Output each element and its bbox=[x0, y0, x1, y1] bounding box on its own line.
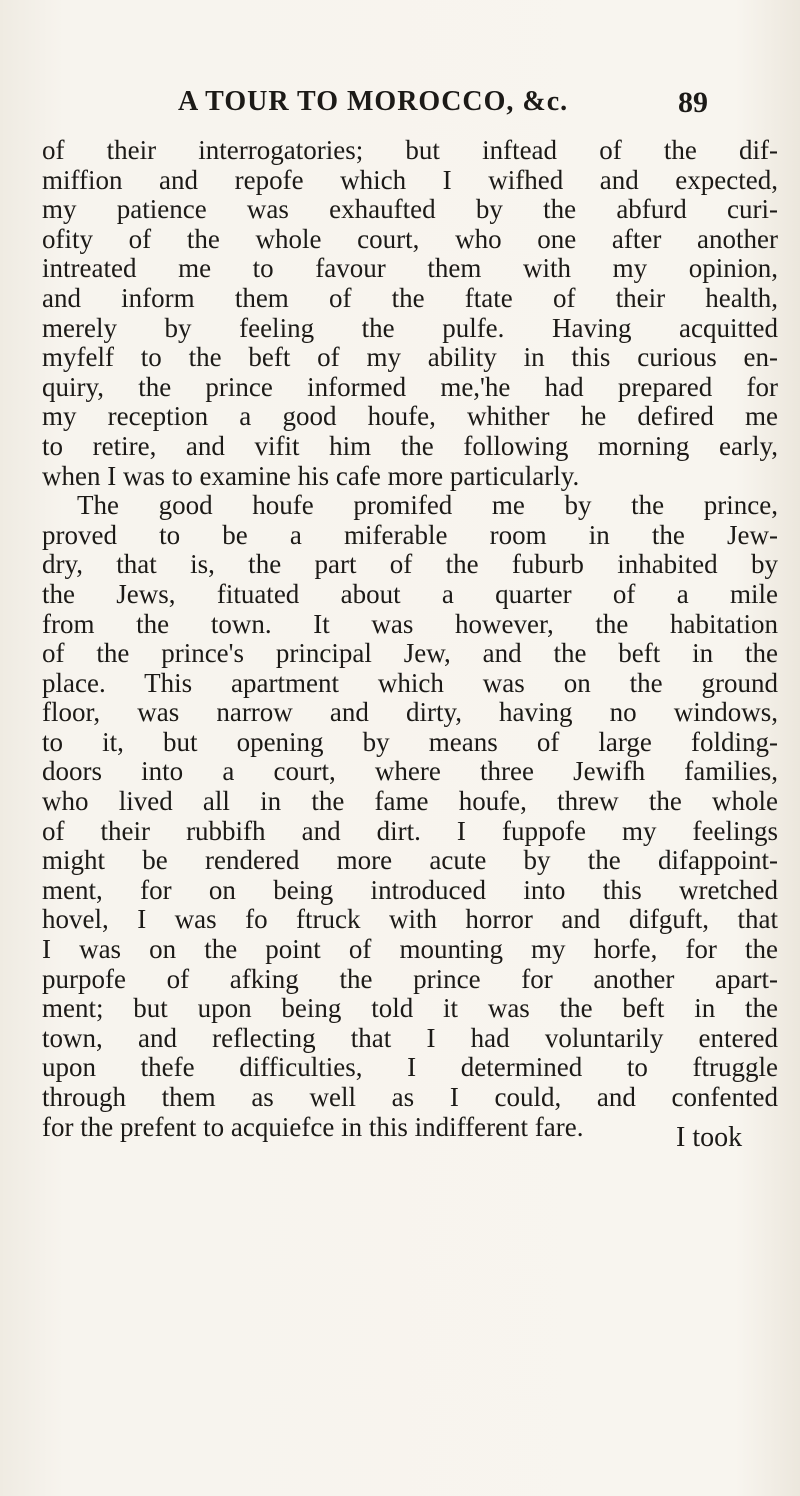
text-line: ment; but upon being told it was the beft in the bbox=[42, 994, 778, 1024]
text-line: through them as well as I could, and confented bbox=[42, 1083, 778, 1112]
paragraph-first-line: The good houfe promifed me by the prince, bbox=[77, 491, 778, 521]
text-line: intreated me to favour them with my opinion, bbox=[42, 254, 778, 284]
text-line: miffion and repofe which I wifhed and expected, bbox=[42, 165, 778, 195]
text-line: of their rubbifh and dirt. I fuppofe my feelings bbox=[42, 816, 778, 846]
text-line: proved to be a miferable room in the Jew- bbox=[42, 520, 778, 550]
text-line: hovel, I was fo ftruck with horror and difguft, that bbox=[42, 905, 778, 935]
text-line: I was on the point of mounting my horfe, for the bbox=[42, 935, 778, 965]
text-line: ment, for on being introduced into this wretched bbox=[42, 875, 778, 905]
text-line: ofity of the whole court, who one after another bbox=[42, 224, 778, 254]
text-line: the Jews, fituated about a quarter of a mile bbox=[42, 579, 778, 609]
text-line: to retire, and vifit him the following morning early, bbox=[42, 431, 778, 461]
text-line: my reception a good houfe, whither he defired me bbox=[42, 402, 778, 432]
text-line: purpofe of afking the prince for another apart- bbox=[42, 964, 778, 994]
text-line: dry, that is, the part of the fuburb inhabited by bbox=[42, 550, 778, 580]
text-line: my patience was exhaufted by the abfurd curi- bbox=[42, 195, 778, 225]
text-line: for the prefent to acquiefce in this indifferent fare. bbox=[42, 1112, 584, 1142]
text-line: and inform them of the ftate of their health, bbox=[42, 283, 778, 313]
text-line: of their interrogatories; but inftead of the dif- bbox=[42, 136, 778, 165]
catchword: I took bbox=[676, 1122, 743, 1153]
text-line: floor, was narrow and dirty, having no windows, bbox=[42, 698, 778, 728]
running-head-title: A TOUR TO MOROCCO, &c. bbox=[178, 86, 569, 117]
text-line: when I was to examine his cafe more particularly. bbox=[42, 461, 580, 491]
text-line: who lived all in the fame houfe, threw the whole bbox=[42, 787, 778, 817]
page-number: 89 bbox=[678, 86, 708, 119]
text-line: doors into a court, where three Jewifh families, bbox=[42, 757, 778, 787]
text-line: from the town. It was however, the habitation bbox=[42, 609, 778, 639]
text-line: of the prince's principal Jew, and the beft in the bbox=[42, 639, 778, 669]
body-text bbox=[42, 136, 778, 1142]
text-line: might be rendered more acute by the difappoint- bbox=[42, 846, 778, 876]
text-line: quiry, the prince informed me,'he had prepared for bbox=[42, 372, 778, 402]
text-line: myfelf to the beft of my ability in this curious en- bbox=[42, 343, 778, 373]
text-line: town, and reflecting that I had voluntarily entered bbox=[42, 1023, 778, 1053]
running-head bbox=[178, 86, 708, 126]
text-line: upon thefe difficulties, I determined to ftruggle bbox=[42, 1053, 778, 1083]
text-line: to it, but opening by means of large folding- bbox=[42, 727, 778, 757]
text-line: place. This apartment which was on the ground bbox=[42, 668, 778, 698]
text-line: merely by feeling the pulfe. Having acquitted bbox=[42, 313, 778, 343]
